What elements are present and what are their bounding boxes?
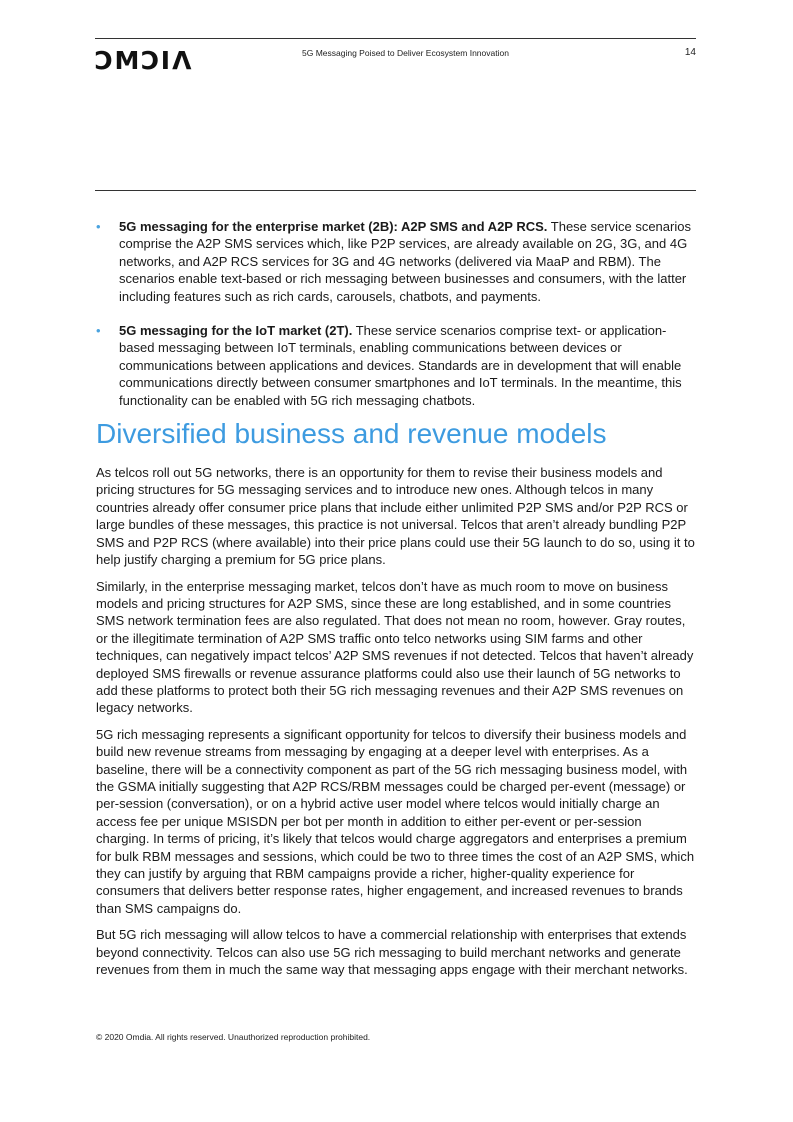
page-number: 14 [684,47,696,58]
bullet-dot-icon: • [96,219,101,234]
bullet-item-enterprise [96,218,696,305]
bullet-item-iot [96,322,696,409]
section-heading: Diversified business and revenue models [96,418,607,450]
bullet-body-text: These service scenarios comprise the A2P SMS services which, like P2P services, are already available on 2G, 3G, and 4G networks, and A2P RCS services for 3G and 4G networks (delivered via MaaP and RBM). The scenarios enable text-based or rich messaging between businesses and consumers, with the latter including features such as rich cards, carousels, chatbots, and payments. [119,219,691,304]
bullet-list [96,218,696,409]
body-paragraph: As telcos roll out 5G networks, there is an opportunity for them to revise their business models and pricing structures for 5G messaging services and to introduce new ones. Although telcos in many countries already offer consumer price plans that include either unlimited P2P SMS and/or P2P RCS or large bundles of these messages, this practice is not universal. Telcos that aren’t already bundling P2P SMS and P2P RCS (where available) into their price plans could use their 5G launch to do so, using it to help justify charging a premium for 5G price plans. [96,465,695,568]
bullet-dot-icon: • [96,323,101,339]
header-top-rule [95,38,696,39]
omdia-logo: ϽMϽIΛ [95,46,194,75]
footer-copyright: © 2020 Omdia. All rights reserved. Unauthorized reproduction prohibited. [96,1032,371,1042]
bullet-bold-lead: 5G messaging for the enterprise market (2B): A2P SMS and A2P RCS. [119,219,548,234]
body-paragraph: 5G rich messaging represents a significant opportunity for telcos to diversify their business models and build new revenue streams from messaging by engaging at a deeper level with enterprises. As a baseline, there will be a connectivity component as part of the 5G rich messaging business model, with the GSMA initially suggesting that A2P RCS/RBM messages could be charged per-event (message) or per-session (conversation), or on a hybrid active user model where telcos would initially charge an access fee per unique MSISDN per bot per month in addition to either per-event or per-session charging. In terms of pricing, it’s likely that telcos would charge aggregators and enterprises a premium for bulk RBM messages and sessions, which could be two to three times the cost of an A2P SMS, which they can justify by arguing that RBM campaigns provide a richer, higher-quality experience for consumers that delivers better response rates, higher engagement, and increased revenues to brands than SMS campaigns do. [96,726,695,916]
page-content [96,218,696,987]
bullet-body-text: These service scenarios comprise text- or application-based messaging between IoT terminals, enabling communications between devices or communications between applications and devices. Standards are in development that will enable communications directly between consumer smartphones and IoT terminals. In the meantime, this functionality can be enabled with 5G rich messaging chatbots. [119,323,682,408]
header-document-title: 5G Messaging Poised to Deliver Ecosystem Innovation [302,48,509,58]
body-paragraph: Similarly, in the enterprise messaging market, telcos don’t have as much room to move on business models and pricing structures for A2P SMS, since these are long established, and in some countries SMS network termination fees are also regulated. That does not mean no room, however. Gray routes, or the illegitimate termination of A2P SMS traffic onto telco networks using SIM farms and other techniques, can negatively impact telcos’ A2P SMS revenues if not detected. Telcos that haven’t already deployed SMS firewalls or revenue assurance platforms could also use their launch of 5G networks to add these platforms to protect both their 5G rich messaging revenues and their A2P SMS revenues on legacy networks. [96,578,694,716]
body-paragraph: But 5G rich messaging will allow telcos to have a commercial relationship with enterprises that extends beyond connectivity. Telcos can also use 5G rich messaging to build merchant networks and generate revenues from them in much the same way that messaging apps engage with their merchant networks. [96,927,688,978]
bullet-bold-lead: 5G messaging for the IoT market (2T). [119,323,353,339]
header-bottom-rule [95,190,696,191]
